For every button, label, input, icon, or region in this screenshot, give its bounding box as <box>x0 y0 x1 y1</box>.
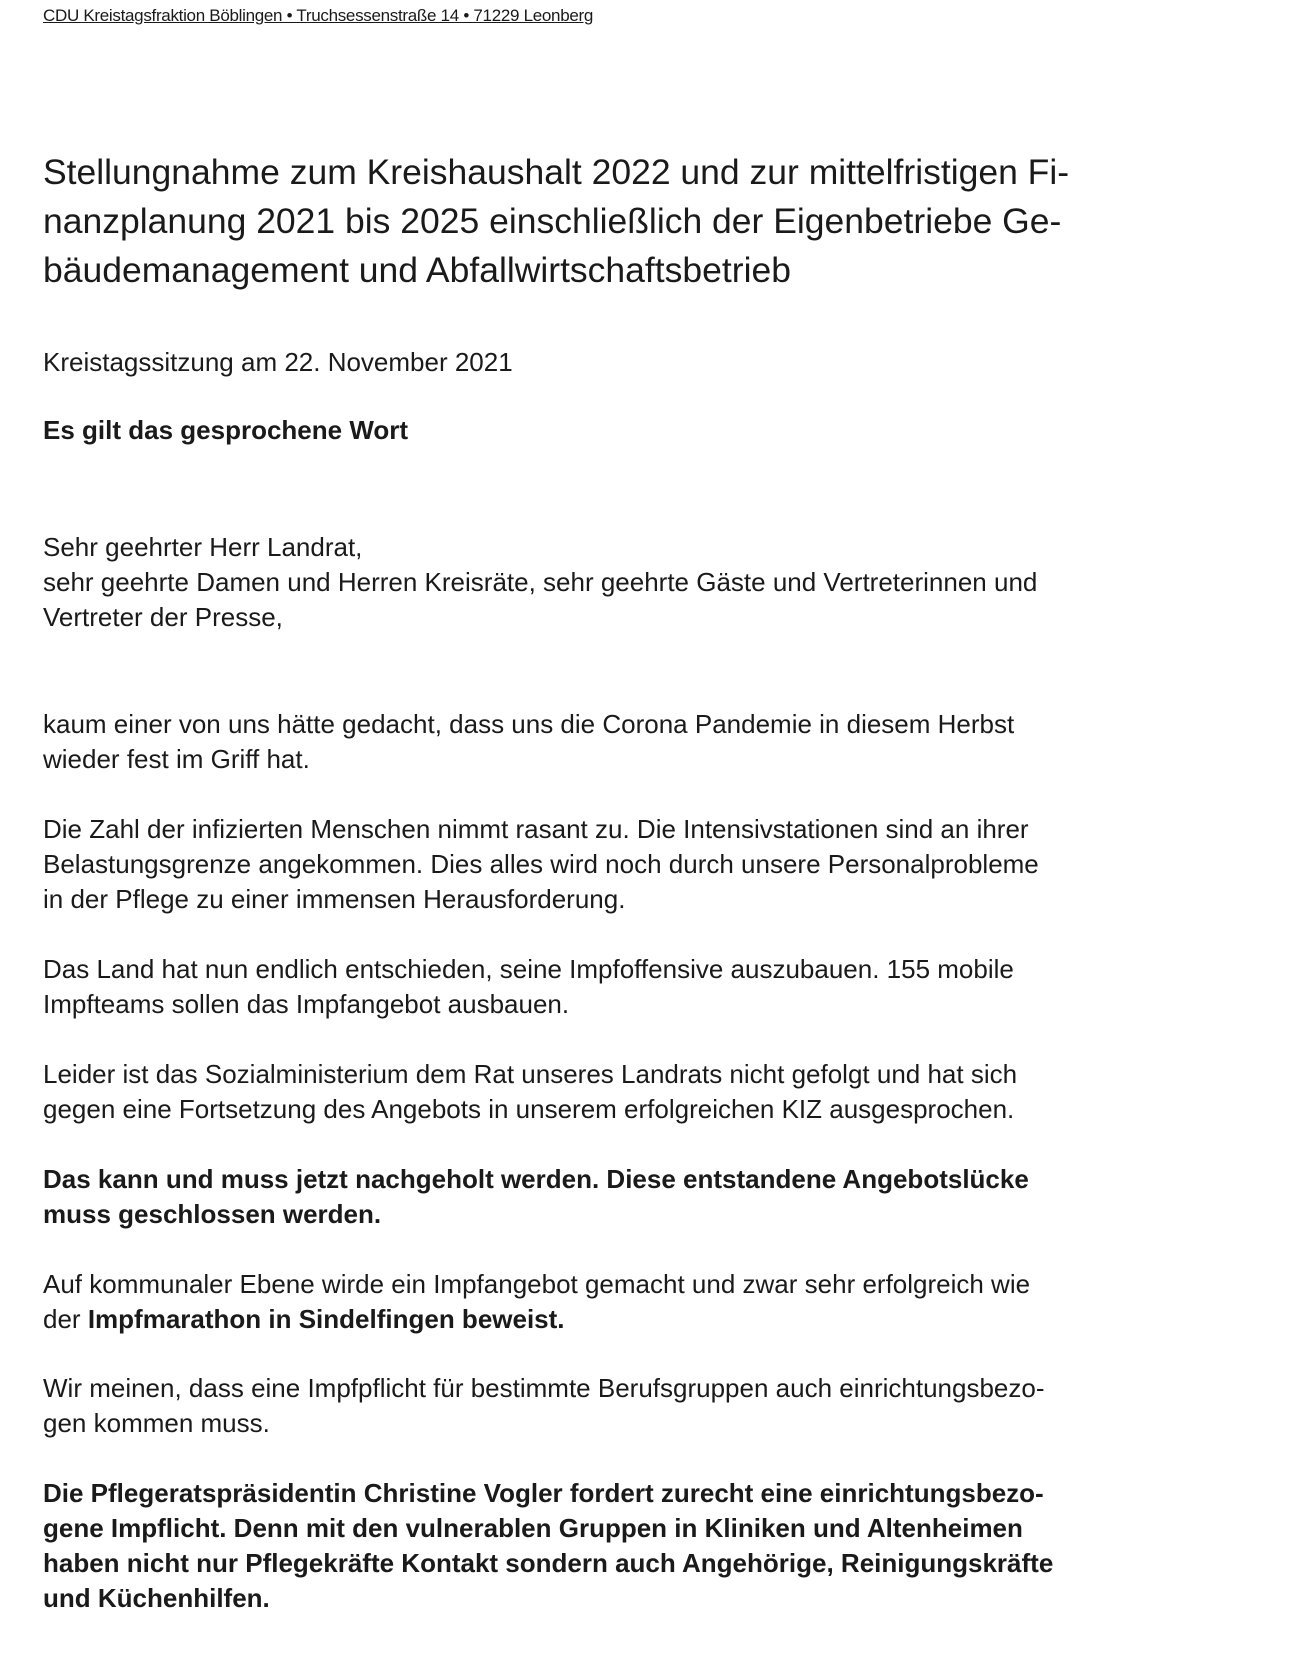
paragraph-vaccination-mandate <box>43 1371 1044 1441</box>
paragraph-line: wieder fest im Griff hat. <box>43 744 310 774</box>
paragraph-line: Leider ist das Sozialministerium dem Rat unseres Landrats nicht gefolgt und hat sich <box>43 1059 1018 1089</box>
paragraph-line: kaum einer von uns hätte gedacht, dass uns die Corona Pandemie in diesem Herbst <box>43 709 1015 739</box>
paragraph-line: Das kann und muss jetzt nachgeholt werden. Diese entstandene Angebotslücke <box>43 1164 1029 1194</box>
paragraph-line: gene Impflicht. Denn mit den vulnerablen Gruppen in Kliniken und Altenheimen <box>43 1513 1023 1543</box>
title-line: bäudemanagement und Abfallwirtschaftsbetrieb <box>43 250 791 290</box>
paragraph-line: gen kommen muss. <box>43 1408 270 1438</box>
paragraph-line: Das Land hat nun endlich entschieden, seine Impfoffensive auszubauen. 155 mobile <box>43 954 1014 984</box>
salutation <box>43 530 1037 635</box>
meeting-line: Kreistagssitzung am 22. November 2021 <box>43 347 513 377</box>
spoken-word-disclaimer <box>43 413 408 448</box>
paragraph-catch-up <box>43 1162 1029 1232</box>
paragraph-line: Belastungsgrenze angekommen. Dies alles wird noch durch unsere Personalprobleme <box>43 849 1039 879</box>
paragraph-line: Die Pflegeratspräsidentin Christine Vogler fordert zurecht eine einrichtungsbezo- <box>43 1478 1044 1508</box>
paragraph-infections <box>43 812 1039 917</box>
paragraph-social-ministry <box>43 1057 1017 1127</box>
impfmarathon-highlight: Impfmarathon in Sindelfingen beweist. <box>87 1304 565 1334</box>
paragraph-line: Auf kommunaler Ebene wirde ein Impfangebot gemacht und zwar sehr erfolgreich wie <box>43 1269 1031 1299</box>
sender-address-line: CDU Kreistagsfraktion Böblingen • Truchsessenstraße 14 • 71229 Leonberg <box>43 6 594 25</box>
salutation-line: sehr geehrte Damen und Herren Kreisräte, sehr geehrte Gäste und Vertreterinnen und <box>43 567 1038 597</box>
paragraph-nursing-council <box>43 1476 1053 1616</box>
disclaimer-line: Es gilt das gesprochene Wort <box>43 415 409 445</box>
paragraph-line <box>43 1302 1030 1337</box>
paragraph-line: muss geschlossen werden. <box>43 1199 382 1229</box>
paragraph-line: Impfteams sollen das Impfangebot ausbauen. <box>43 989 570 1019</box>
paragraph-municipal-level <box>43 1267 1030 1337</box>
paragraph-line: Wir meinen, dass eine Impfpflicht für bestimmte Berufsgruppen auch einrichtungsbezo- <box>43 1373 1045 1403</box>
paragraph-text: der <box>43 1304 88 1334</box>
meeting-date <box>43 345 513 380</box>
paragraph-corona <box>43 707 1014 777</box>
title-line: nanzplanung 2021 bis 2025 einschließlich der Eigenbetriebe Ge- <box>43 201 1062 241</box>
salutation-line: Vertreter der Presse, <box>43 602 283 632</box>
paragraph-line: Die Zahl der infizierten Menschen nimmt rasant zu. Die Intensivstationen sind an ihrer <box>43 814 1029 844</box>
document-title <box>43 148 1223 295</box>
salutation-line: Sehr geehrter Herr Landrat, <box>43 532 363 562</box>
paragraph-line: und Küchenhilfen. <box>43 1583 270 1613</box>
paragraph-line: gegen eine Fortsetzung des Angebots in unserem erfolgreichen KIZ ausgesprochen. <box>43 1094 1015 1124</box>
paragraph-vaccination-offensive <box>43 952 1014 1022</box>
title-line: Stellungnahme zum Kreishaushalt 2022 und zur mittelfristigen Fi- <box>43 152 1070 192</box>
paragraph-line: in der Pflege zu einer immensen Herausforderung. <box>43 884 626 914</box>
paragraph-line: haben nicht nur Pflegekräfte Kontakt sondern auch Angehörige, Reinigungskräfte <box>43 1548 1054 1578</box>
